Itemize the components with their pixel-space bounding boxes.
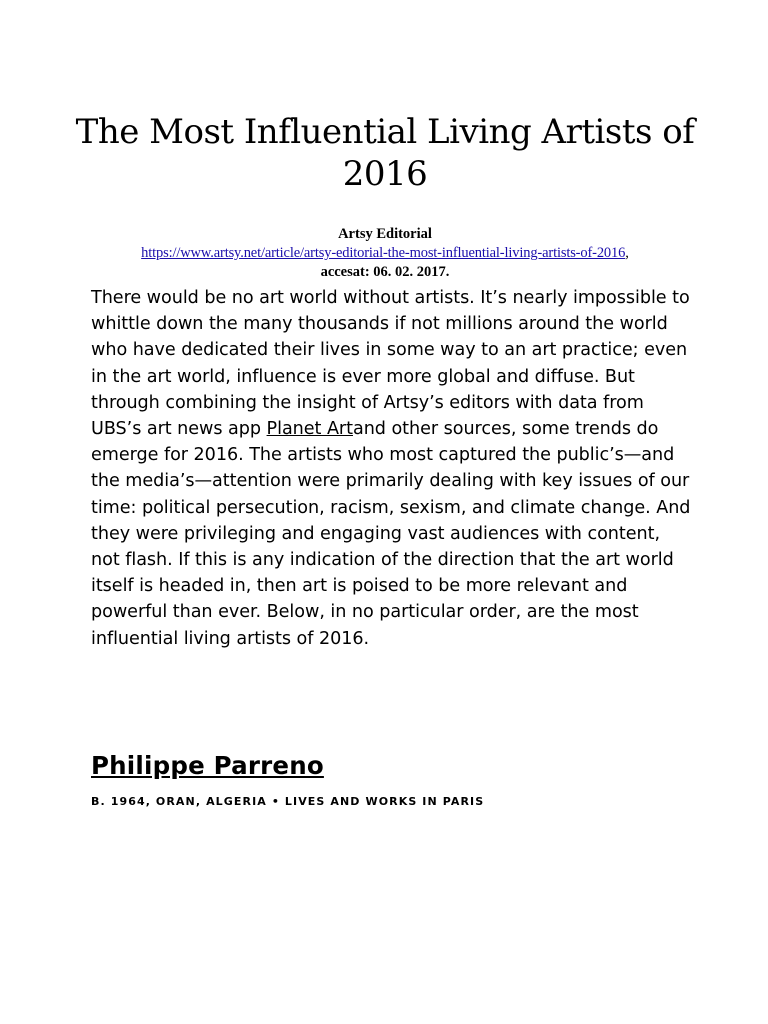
source-link-suffix: ,: [625, 245, 629, 261]
source-line: [40, 244, 730, 263]
artist-heading: Philippe Parreno: [91, 751, 324, 780]
intro-text-part-2: and other sources, some trends do emerge for 2016. The artists who most captured the public’s—and the media’s—attention were primarily dealing with key issues of our time: political persecution, racism, sexism, and climate change. And they were privileging and engaging vast audiences with content, not flash. If this is any indication of the direction that the art world itself is headed in, then art is poised to be more relevant and powerful than ever. Below, in no particular order, are the most influential living artists of 2016.: [91, 419, 691, 649]
intro-text-part-1: There would be no art world without artists. It’s nearly impossible to whittle down the many thousands if not millions around the world who have dedicated their lives in some way to an art practice; even in the art world, influence is ever more global and diffuse. But through combining the insight of Artsy’s editors with data from UBS’s art news app: [91, 288, 690, 440]
artist-bio-line: B. 1964, ORAN, ALGERIA • LIVES AND WORKS IN PARIS: [91, 795, 485, 808]
accessed-date: accesat: 06. 02. 2017.: [320, 264, 450, 280]
author-byline: Artsy Editorial: [338, 226, 432, 242]
intro-paragraph: [91, 285, 691, 652]
document-title: The Most Influential Living Artists of 2016: [75, 112, 695, 194]
planet-art-link[interactable]: Planet Art: [266, 419, 353, 440]
source-link[interactable]: https://www.artsy.net/article/artsy-editorial-the-most-influential-living-artists-of-2016: [141, 245, 626, 261]
